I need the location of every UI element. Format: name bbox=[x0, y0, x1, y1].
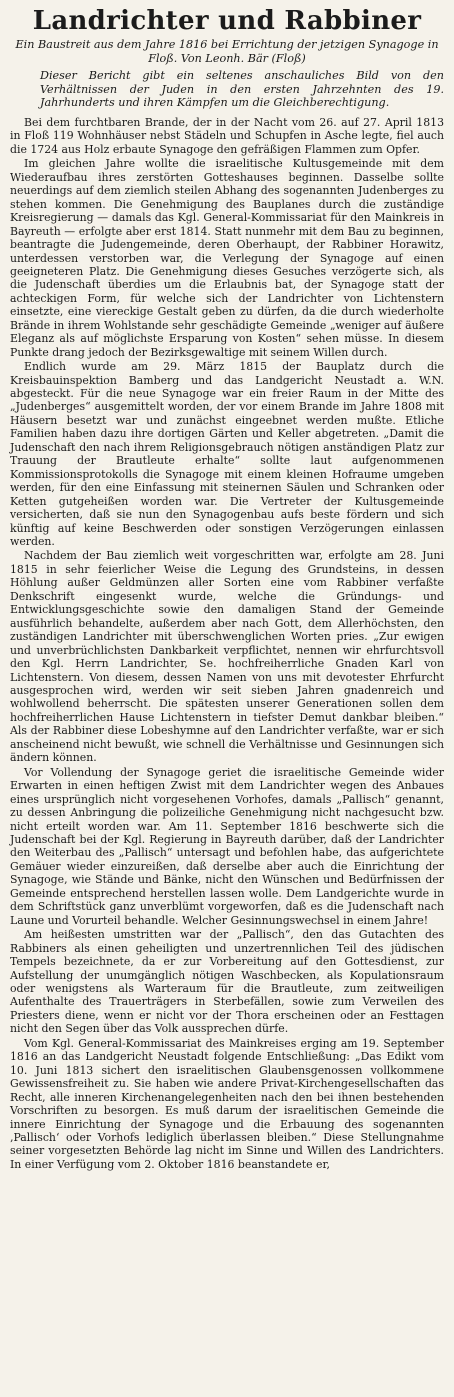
body-paragraph-4: Nachdem der Bau ziemlich weit vorgeschritten war, erfolgte am 28. Juni 1815 in sehr feierlicher Weise die Legung des Grundsteins, in dessen Höhlung außer Geldmünzen aller Sorten eine vom Rabbiner verfaßte Denkschrift eingesenkt wurde, welche die Gründungs- und Entwicklungsgeschichte sowie den damaligen Stand der Gemeinde ausführlich behandelte, außerdem aber nach Gott, dem Allerhöchsten, den zuständigen Landrichter mit überschwenglichen Worten pries. „Zur ewigen und unverbrüchlichsten Dankbarkeit verpflichtet, nennen wir ehrfurchtsvoll den Kgl. Herrn Landrichter, Se. hochfreiherrliche Gnaden Karl von Lichtenstern. Von diesem, dessen Namen von uns mit devotester Ehrfurcht ausgesprochen wird, werden wir seit sieben Jahren gnadenreich und wohlwollend beherrscht. Die spätesten unserer Generationen sollen dem hochfreiherrlichen Hause Lichtenstern in tiefster Demut dankbar bleiben.“ Als der Rabbiner diese Lobeshymne auf den Landrichter verfaßte, war er sich anscheinend nicht bewußt, wie schnell die Verhältnisse und Gesinnungen sich ändern können. bbox=[10, 549, 444, 765]
body-paragraph-5: Vor Vollendung der Synagoge geriet die israelitische Gemeinde wider Erwarten in einen heftigen Zwist mit dem Landrichter wegen des Anbaues eines ursprünglich nicht vorgesehenen Vorhofes, damals „Pallisch“ genannt, zu dessen Anbringung die polizeiliche Genehmigung nicht nachgesucht bzw. nicht erteilt worden war. Am 11. September 1816 beschwerte sich die Judenschaft bei der Kgl. Regierung in Bayreuth darüber, daß der Landrichter den Weiterbau des „Pallisch“ untersagt und befohlen habe, das aufgerichtete Gemäuer wieder einzureißen, daß derselbe aber auch die Einrichtung der Synagoge, wie Stände und Bänke, nicht den Wünschen und Bedürfnissen der Gemeinde entsprechend herstellen lassen wolle. Dem Landgerichte wurde in dem Schriftstück ganz unverblümt vorgeworfen, daß es die Judenschaft nach Laune und Vorurteil behandle. Welcher Gesinnungswechsel in einem Jahre! bbox=[10, 765, 444, 927]
body-paragraph-1: Bei dem furchtbaren Brande, der in der Nacht vom 26. auf 27. April 1813 in Floß 119 Wohnhäuser nebst Städeln und Schupfen in Asche legte, fiel auch die 1724 aus Holz erbaute Synagoge den gefräßigen Flammen zum Opfer. bbox=[10, 115, 444, 156]
article-title: Landrichter und Rabbiner bbox=[32, 6, 422, 36]
body-paragraph-2: Im gleichen Jahre wollte die israelitische Kultusgemeinde mit dem Wiederaufbau ihres zerstörten Gotteshauses beginnen. Dasselbe sollte neuerdings auf dem ziemlich steilen Abhang des sogenannten Judenberges zu stehen kommen. Die Genehmigung des Bauplanes durch die zuständige Kreisregierung — damals das Kgl. General-Kommissariat für den Mainkreis in Bayreuth — erfolgte aber erst 1814. Statt nunmehr mit dem Bau zu beginnen, beantragte die Judengemeinde, deren Oberhaupt, der Rabbiner Horawitz, unterdessen verstorben war, die Verlegung der Synagoge auf einen geeigneteren Platz. Die Genehmigung dieses Gesuches verzögerte sich, als die Judenschaft überdies um die Erlaubnis bat, der Synagoge statt der achteckigen Form, für welche sich der Landrichter von Lichtenstern einsetzte, eine viereckige Gestalt geben zu dürfen, da die durch wiederholte Brände in ihrem Wohlstande sehr geschädigte Gemeinde „weniger auf äußere Eleganz als auf möglichste Ersparung von Kosten“ sehen müsse. In diesem Punkte drang jedoch der Bezirksgewaltige mit seinem Willen durch. bbox=[10, 157, 444, 359]
article-intro: Dieser Bericht gibt ein seltenes anschauliches Bild von den Verhältnissen der Juden in den ersten Jahrzehnten des 19. Jahrhunderts und ihren Kämpfen um die Gleichberechtigung. bbox=[40, 69, 444, 110]
body-paragraph-6: Am heißesten umstritten war der „Pallisch“, den das Gutachten des Rabbiners als einen geheiligten und unzertrennlichen Teil des jüdischen Tempels bezeichnete, da er zur Vorbereitung auf den Gottesdienst, zur Aufstellung der unumgänglich nötigen Waschbecken, als Kopulationsraum oder wenigstens als Warteraum für die Brautleute, zum zeitweiligen Aufenthalte des Trauerträgers in Sterbefällen, sowie zum Verweilen des Priesters diene, wenn er nicht vor der Thora erscheinen oder an Festtagen nicht den Segen über das Volk aussprechen dürfe. bbox=[10, 928, 444, 1036]
article-body bbox=[10, 116, 444, 1171]
article-subtitle: Ein Baustreit aus dem Jahre 1816 bei Errichtung der jetzigen Synagoge in Floß. Von Leonh. Bär (Floß) bbox=[15, 38, 439, 65]
body-paragraph-7: Vom Kgl. General-Kommissariat des Mainkreises erging am 19. September 1816 an das Landgericht Neustadt folgende Entschließung: „Das Edikt vom 10. Juni 1813 sichert den israelitischen Glaubensgenossen vollkommene Gewissensfreiheit zu. Sie haben wie andere Privat-Kirchengesellschaften das Recht, alle inneren Kirchenangelegenheiten nach den bei ihnen bestehenden Vorschriften zu besorgen. Es muß darum der israelitischen Gemeinde die innere Einrichtung der Synagoge und die Erbauung des sogenannten ‚Pallisch‘ oder Vorhofs lediglich überlassen bleiben.“ Diese Stellungnahme seiner vorgesetzten Behörde lag nicht im Sinne und Willen des Landrichters. In einer Verfügung vom 2. Oktober 1816 beanstandete er, bbox=[10, 1036, 444, 1171]
body-paragraph-3: Endlich wurde am 29. März 1815 der Bauplatz durch die Kreisbauinspektion Bamberg und das Landgericht Neustadt a. W.N. abgesteckt. Für die neue Synagoge war ein freier Raum in der Mitte des „Judenberges“ ausgemittelt worden, der vor einem Brande im Jahre 1808 mit Häusern besetzt war und zunächst eingeebnet werden mußte. Etliche Familien haben dazu ihre dortigen Gärten und Keller abgetreten. „Damit die Judenschaft den nach ihrem Religionsgebrauch nötigen anständigen Platz zur Trauung der Brautleute erhalte“ sollte laut aufgenommenen Kommissionsprotokolls die Synagoge mit einem kleinen Hofraume umgeben werden, für den eine Einfassung mit steinernen Säulen und Schranken oder Ketten gutgeheißen worden war. Die Vertreter der Kultusgemeinde versicherten, daß sie nun den Synagogenbau aufs beste fördern und sich künftig auf keine Beschwerden oder sonstigen Verzögerungen einlassen werden. bbox=[10, 360, 444, 549]
